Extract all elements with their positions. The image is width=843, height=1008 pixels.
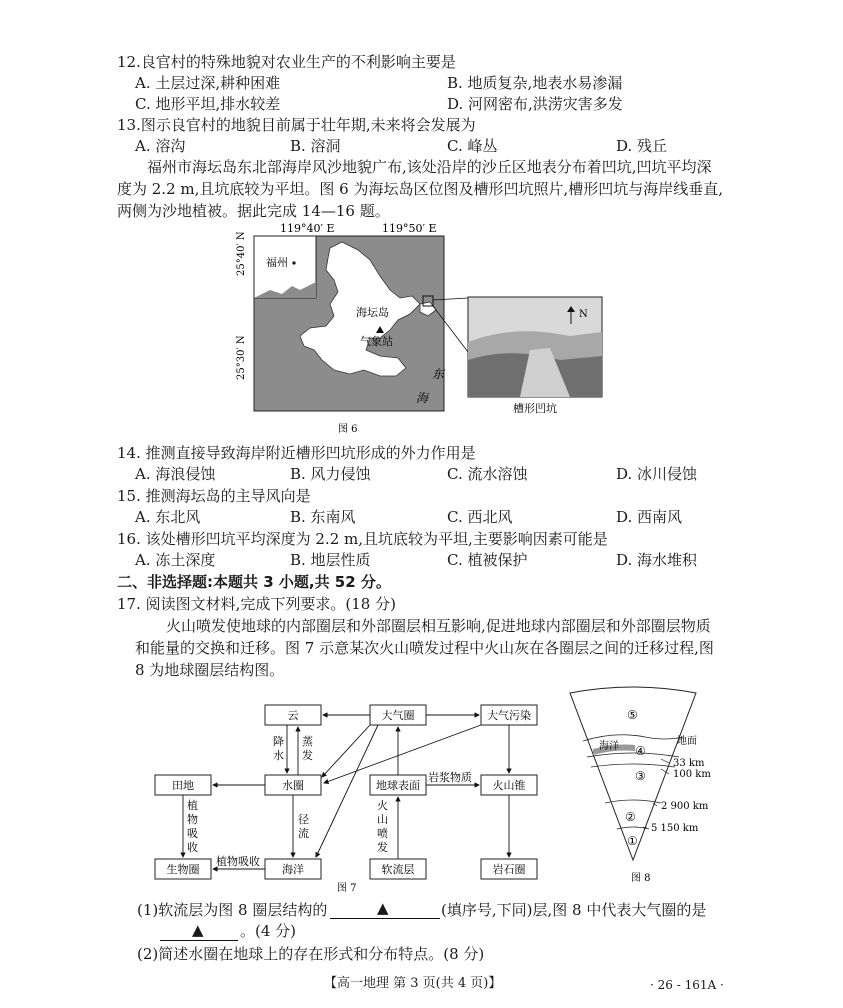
fig7-erupt1: 火 — [377, 799, 388, 812]
q15-option-b: B. 东南风 — [290, 508, 356, 526]
fig8-d3: 2 900 km — [661, 801, 709, 812]
fig8-n3: ③ — [635, 769, 646, 783]
fig7-asthenosphere: 软流层 — [381, 863, 415, 876]
fig6-lat1: 25°40′ N — [236, 231, 247, 276]
fig7-runoff1: 径 — [298, 813, 309, 826]
q13-option-b: B. 溶洞 — [290, 137, 341, 155]
q16-option-c: C. 植被保护 — [447, 551, 528, 569]
fig7-atmosphere: 大气圈 — [381, 709, 415, 722]
page-code: · 26 - 161A · — [650, 978, 724, 992]
q16-option-b: B. 地层性质 — [290, 551, 371, 569]
fig7-caption: 图 7 — [337, 883, 357, 894]
fig7-biosphere: 生物圈 — [166, 863, 200, 876]
fig7-cloud: 云 — [287, 709, 299, 722]
blank-marker-1: ▲ — [377, 899, 389, 917]
fig7-hydrosphere: 水圈 — [282, 779, 304, 792]
fig7-runoff2: 流 — [298, 827, 309, 840]
q14-option-c: C. 流水溶蚀 — [447, 465, 528, 483]
fig8-n4: ④ — [635, 744, 646, 758]
fig7-ocean: 海洋 — [282, 863, 304, 876]
fig7-erupt3: 喷 — [377, 827, 388, 840]
station-label: 气象站 — [360, 335, 393, 348]
q17-line3: 8 为地球圈层结构图。 — [135, 661, 285, 679]
fuzhou-label: 福州 — [266, 256, 288, 269]
fig8-n2: ② — [625, 810, 636, 824]
photo-caption: 槽形凹坑 — [513, 402, 557, 415]
blank-marker-2: ▲ — [192, 921, 204, 939]
q15-option-a: A. 东北风 — [135, 508, 201, 526]
fig7-magma: 岩浆物质 — [428, 771, 472, 784]
q15-option-d: D. 西南风 — [616, 508, 683, 526]
fig7-erupt2: 山 — [377, 813, 388, 826]
q16-option-d: D. 海水堆积 — [616, 551, 698, 569]
figure-7 — [150, 695, 550, 895]
fig8-ocean: 海洋 — [599, 741, 619, 752]
fig8-n5: ⑤ — [627, 708, 638, 722]
answer-line-2 — [160, 940, 238, 941]
fig7-surface: 地球表面 — [376, 779, 420, 792]
fig6-lon1: 119°40′ E — [280, 222, 335, 235]
fig8-d2: 100 km — [673, 769, 711, 780]
answer-line-1 — [330, 918, 440, 919]
q15-stem: 15. 推测海坛岛的主导风向是 — [117, 487, 311, 505]
q14-option-a: A. 海浪侵蚀 — [135, 465, 216, 483]
passage1-line1: 福州市海坛岛东北部海岸风沙地貌广布,该处沿岸的沙丘区地表分布着凹坑,凹坑平均深 — [147, 158, 712, 176]
q13-option-d: D. 残丘 — [616, 137, 668, 155]
q12-option-b: B. 地质复杂,地表水易渗漏 — [447, 74, 623, 92]
fig8-d4: 5 150 km — [651, 823, 699, 834]
q14-option-b: B. 风力侵蚀 — [290, 465, 371, 483]
passage1-line2: 度为 2.2 m,且坑底较为平坦。图 6 为海坛岛区位图及槽形凹坑照片,槽形凹坑与海岸线垂直, — [117, 180, 724, 198]
section-2-heading: 二、非选择题:本题共 3 小题,共 52 分。 — [117, 573, 391, 591]
fig7-plant2: 物 — [187, 813, 198, 826]
fig7-pollution: 大气污染 — [487, 709, 531, 722]
fig7-volcano-cone: 火山锥 — [492, 779, 526, 792]
q12-option-a: A. 土层过深,耕种困难 — [135, 74, 281, 92]
fig7-precip1: 降 — [273, 735, 284, 748]
q13-option-a: A. 溶沟 — [135, 137, 186, 155]
sea-label-2: 海 — [416, 391, 429, 405]
fig7-field: 田地 — [172, 779, 194, 792]
island-label: 海坛岛 — [356, 306, 389, 319]
figure-6 — [230, 220, 610, 440]
q17-line1: 火山喷发使地球的内部圈层和外部圈层相互影响,促进地球内部圈层和外部圈层物质 — [166, 617, 711, 635]
fig8-n1: ① — [627, 834, 638, 848]
q17-line2: 和能量的交换和迁移。图 7 示意某次火山喷发过程中火山灰在各圈层之间的迁移过程,图 — [135, 639, 714, 657]
fig7-plant3: 吸 — [187, 827, 198, 840]
north-label: N — [579, 309, 588, 320]
fig7-evap1: 蒸 — [302, 735, 313, 748]
q17-sub1-c: 。(4 分) — [240, 922, 297, 940]
fig8-caption: 图 8 — [631, 873, 651, 884]
q14-stem: 14. 推测直接导致海岸附近槽形凹坑形成的外力作用是 — [117, 444, 476, 462]
q16-stem: 16. 该处槽形凹坑平均深度为 2.2 m,且坑底较为平坦,主要影响因素可能是 — [117, 530, 608, 548]
fig7-lithosphere: 岩石圈 — [492, 863, 526, 876]
fig7-evap2: 发 — [302, 749, 313, 762]
q17-sub1-a: (1)软流层为图 8 圈层结构的 — [137, 901, 328, 919]
fig7-plant4: 收 — [187, 841, 198, 854]
passage1-line3: 两侧为沙地植被。据此完成 14—16 题。 — [117, 202, 390, 220]
fig6-caption: 图 6 — [338, 424, 358, 435]
fig7-plant-abs: 植物吸收 — [216, 855, 260, 868]
fig7-precip2: 水 — [273, 749, 284, 762]
q14-option-d: D. 冰川侵蚀 — [616, 465, 698, 483]
q12-stem: 12.良官村的特殊地貌对农业生产的不利影响主要是 — [117, 53, 456, 71]
fig6-lon2: 119°50′ E — [382, 222, 437, 235]
sea-label-1: 东 — [432, 367, 445, 381]
page-footer: 【高一地理 第 3 页(共 4 页)】 — [324, 976, 502, 991]
q16-option-a: A. 冻土深度 — [135, 551, 216, 569]
q17-sub1-b: (填序号,下同)层,图 8 中代表大气圈的是 — [441, 901, 707, 919]
q12-option-c: C. 地形平坦,排水较差 — [135, 95, 281, 113]
q17-stem: 17. 阅读图文材料,完成下列要求。(18 分) — [117, 595, 396, 613]
q15-option-c: C. 西北风 — [447, 508, 513, 526]
figure-8 — [565, 685, 725, 890]
q17-sub2: (2)简述水圈在地球上的存在形式和分布特点。(8 分) — [137, 945, 485, 963]
fig8-ground: 地面 — [677, 736, 697, 747]
fig7-plant1: 植 — [187, 799, 198, 812]
fig7-erupt4: 发 — [377, 841, 388, 854]
fig6-lat2: 25°30′ N — [236, 335, 247, 380]
q13-option-c: C. 峰丛 — [447, 137, 498, 155]
fig8-d1: 33 km — [673, 758, 705, 769]
q13-stem: 13.图示良官村的地貌目前属于壮年期,未来将会发展为 — [117, 116, 476, 134]
q12-option-d: D. 河网密布,洪涝灾害多发 — [447, 95, 623, 113]
